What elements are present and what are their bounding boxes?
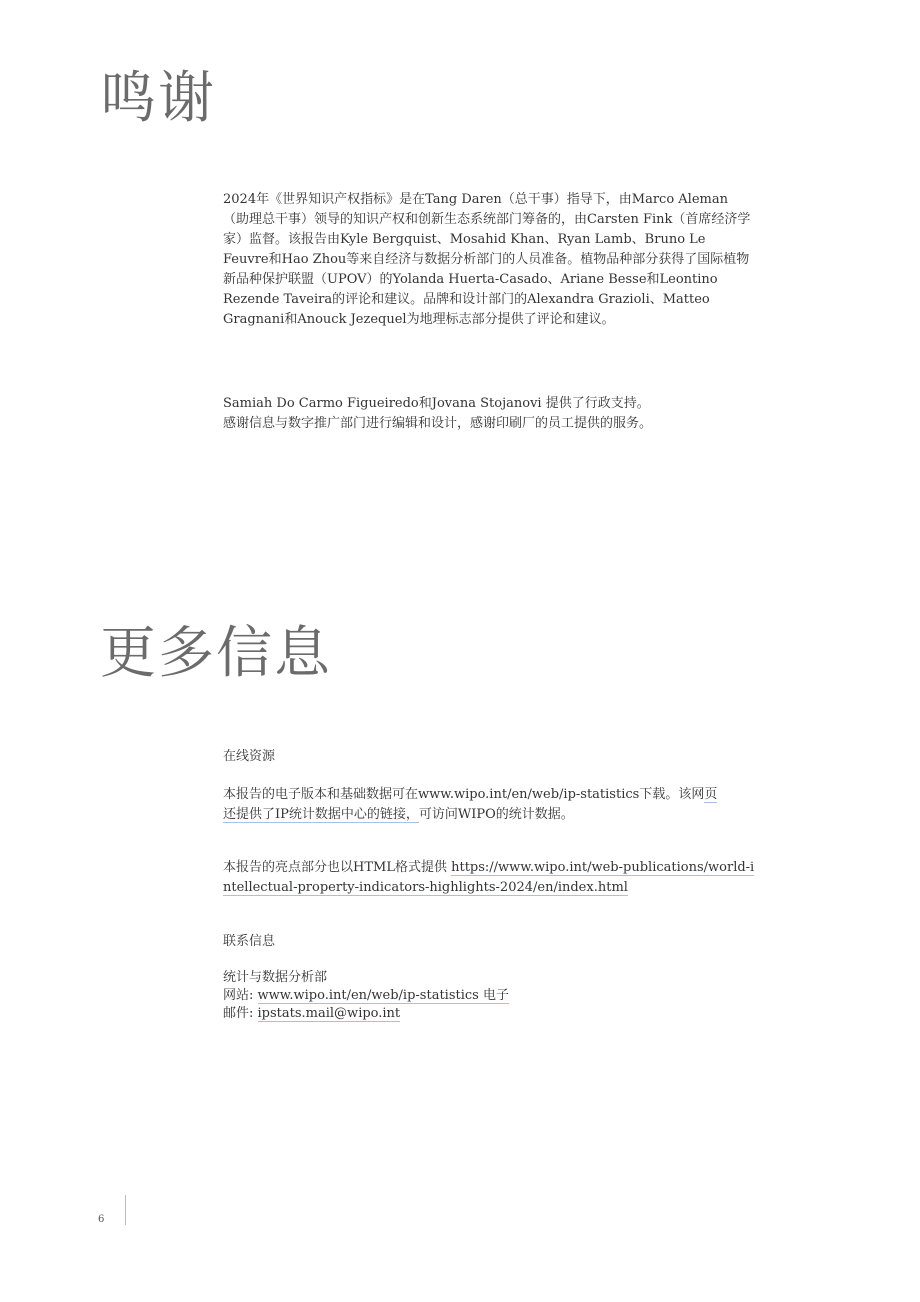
ip-statistics-center-link[interactable]: 页还提供了IP统计数据中心的链接， [223, 787, 718, 822]
highlights-html-link[interactable]: https://www.wipo.int/web-publications/world-intellectual-property-indicators-highlights-2024/en/index.html [223, 860, 755, 895]
website-prefix: 网站: [223, 988, 258, 1003]
online-text-after: 可访问WIPO的统计数据。 [418, 807, 574, 822]
online-resources-paragraph [223, 785, 723, 825]
acknowledgements-paragraph [223, 190, 753, 330]
online-text-before: 本报告的电子版本和基础数据可在www.wipo.int/en/web/ip-statistics下载。该网 [223, 787, 705, 802]
acknowledgements-heading: 鸣谢 [100, 66, 216, 131]
more-info-heading: 更多信息 [100, 621, 332, 686]
department-name: 统计与数据分析部 [223, 970, 328, 985]
html-text-before: 本报告的亮点部分也以HTML格式提供 [223, 860, 452, 875]
admin-line-2: 感谢信息与数字推广部门进行编辑和设计，感谢印刷厂的员工提供的服务。 [223, 416, 653, 431]
online-resources-label [223, 747, 753, 767]
acknowledgements-text: 2024年《世界知识产权指标》是在Tang Daren（总干事）指导下，由Marco Aleman（助理总干事）领导的知识产权和创新生态系统部门筹备的，由Carsten Fink（首席经济学家）监督。该报告由Kyle Bergquist、Mosahid Khan、Ryan Lamb、Bruno Le Feuvre和Hao Zhou等来自经济与数据分析部门的人员准备。植物品种部分获得了国际植物新品种保护联盟（UPOV）的Yolanda Huerta-Casado、Ariane Besse和Leontino Rezende Taveira的评论和建议。品牌和设计部门的Alexandra Grazioli、Matteo Gragnani和Anouck Jezequel为地理标志部分提供了评论和建议。 [223, 192, 751, 327]
html-highlights-paragraph [223, 858, 758, 898]
contact-info-label [223, 932, 753, 952]
admin-support-text [223, 394, 783, 434]
admin-line-1: Samiah Do Carmo Figueiredo和Jovana Stojanovi 提供了行政支持。 [223, 396, 650, 411]
page-divider-line [125, 1195, 126, 1225]
contact-details [223, 969, 753, 1023]
email-link[interactable]: ipstats.mail@wipo.int [257, 1006, 401, 1021]
page-number: 6 [98, 1214, 105, 1225]
contact-info-label-text: 联系信息 [223, 934, 276, 949]
website-link[interactable]: www.wipo.int/en/web/ip-statistics 电子 [257, 988, 509, 1003]
email-prefix: 邮件: [223, 1006, 258, 1021]
online-resources-label-text: 在线资源 [223, 749, 276, 764]
